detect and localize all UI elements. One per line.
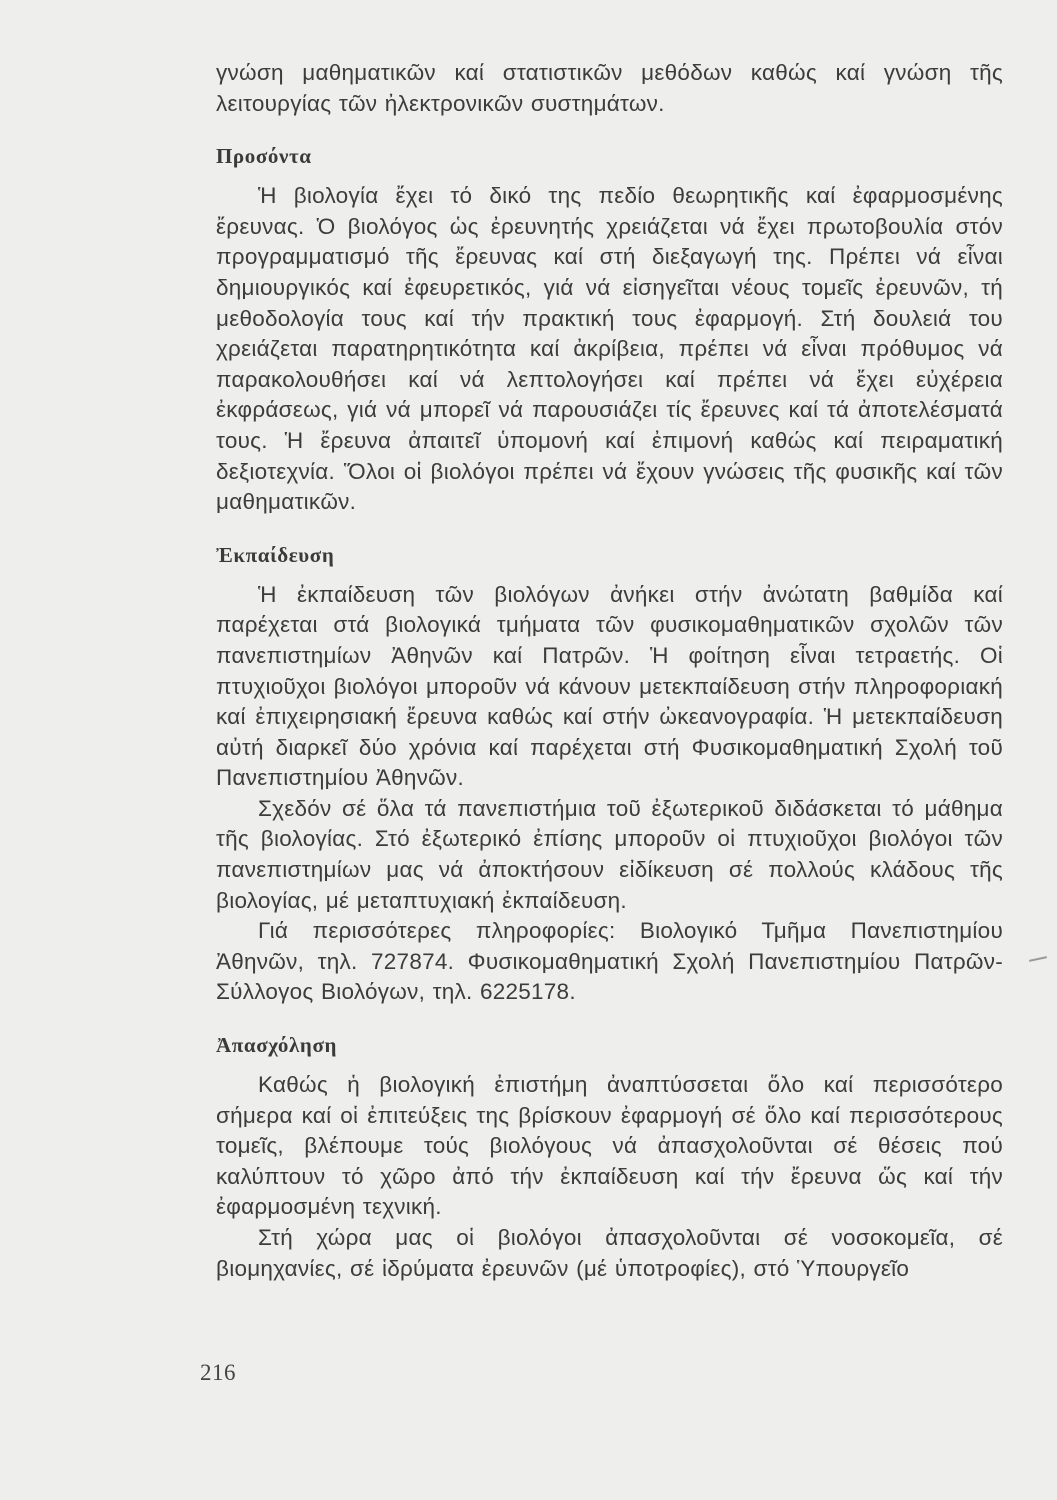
intro-paragraph: γνώση μαθηματικῶν καί στατιστικῶν μεθόδων καθώς καί γνώση τῆς λειτουργίας τῶν ἠλεκτρονικῶν συστημάτων. xyxy=(216,60,1003,116)
page-body xyxy=(216,58,1003,1284)
ekpaideusi-paragraph-1: Ἡ ἐκπαίδευση τῶν βιολόγων ἀνήκει στήν ἀνώτατη βαθμίδα καί παρέχεται στά βιολογικά τμήματα τῶν φυσικομαθηματικῶν σχολῶν τῶν πανεπιστημίων Ἀθηνῶν καί Πατρῶν. Ἡ φοίτηση εἶναι τετραετής. Οἱ πτυχιοῦχοι βιολόγοι μποροῦν νά κάνουν μετεκπαίδευση στήν πληροφοριακή καί ἐπιχειρησιακή ἔρευνα καθώς καί στήν ὠκεανογραφία. Ἡ μετεκπαίδευση αὐτή διαρκεῖ δύο χρόνια καί παρέχεται στή Φυσικομαθηματική Σχολή τοῦ Πανεπιστημίου Ἀθηνῶν. xyxy=(216,581,1003,791)
ekpaideusi-paragraph-3: Γιά περισσότερες πληροφορίες: Βιολογικό Τμῆμα Πανεπιστημίου Ἀθηνῶν, τηλ. 727874. Φυσικομαθηματική Σχολή Πανεπιστημίου Πατρῶν-Σύλλογος Βιολόγων, τηλ. 6225178. xyxy=(216,918,1003,1005)
apasxolisi-paragraph-1: Καθώς ἡ βιολογική ἐπιστήμη ἀναπτύσσεται ὅλο καί περισσότερο σήμερα καί οἱ ἐπιτεύξεις της βρίσκουν ἐφαρμογή σέ ὅλο καί περισσότερους τομεῖς, βλέπουμε τούς βιολόγους νά ἀπασχολοῦνται σέ θέσεις πού καλύπτουν τό χῶρο ἀπό τήν ἐκπαίδευση καί τήν ἔρευνα ὥς καί τήν ἐφαρμοσμένη τεχνική. xyxy=(216,1072,1003,1220)
ekpaideusi-paragraph-2: Σχεδόν σέ ὅλα τά πανεπιστήμια τοῦ ἐξωτερικοῦ διδάσκεται τό μάθημα τῆς βιολογίας. Στό ἐξωτερικό ἐπίσης μποροῦν οἱ πτυχιοῦχοι βιολόγοι τῶν πανεπιστημίων μας νά ἀποκτήσουν εἰδίκευση σέ πολλούς κλάδους τῆς βιολογίας, μέ μεταπτυχιακή ἐκπαίδευση. xyxy=(216,795,1003,913)
prosonta-paragraph: Ἡ βιολογία ἔχει τό δικό της πεδίο θεωρητικῆς καί ἐφαρμοσμένης ἔρευνας. Ὁ βιολόγος ὡς ἐρευνητής χρειάζεται νά ἔχει πρωτοβουλία στόν προγραμματισμό τῆς ἔρευνας καί στή διεξαγωγή της. Πρέπει νά εἶναι δημιουργικός καί ἐφευρετικός, γιά νά εἰσηγεῖται νέους τομεῖς ἐρευνῶν, τή μεθοδολογία τους καί τήν πρακτική τους ἐφαρμογή. Στή δουλειά του χρειάζεται παρατηρητικότητα καί ἀκρίβεια, πρέπει νά εἶναι πρόθυμος νά παρακολουθήσει καί νά λεπτολογήσει καί πρέπει νά ἔχει εὐχέρεια ἐκφράσεως, γιά νά μπορεῖ νά παρουσιάζει τίς ἔρευνες καί τά ἀποτελέσματά τους. Ἡ ἔρευνα ἀπαιτεῖ ὑπομονή καί ἐπιμονή καθώς καί πειραματική δεξιοτεχνία. Ὅλοι οἱ βιολόγοι πρέπει νά ἔχουν γνώσεις τῆς φυσικῆς καί τῶν μαθηματικῶν. xyxy=(216,183,1003,515)
heading-ekpaideusi: Ἐκπαίδευση xyxy=(216,542,335,567)
heading-prosonta: Προσόντα xyxy=(216,144,312,169)
margin-mark xyxy=(1029,956,1047,962)
heading-apasxolisi: Ἀπασχόληση xyxy=(216,1033,337,1058)
apasxolisi-paragraph-2: Στή χώρα μας οἱ βιολόγοι ἀπασχολοῦνται σέ νοσοκομεῖα, σέ βιομηχανίες, σέ ἱδρύματα ἐρευνῶν (μέ ὑποτροφίες), στό Ὑπουργεῖο xyxy=(216,1225,1003,1281)
page-number: 216 xyxy=(200,1360,236,1385)
